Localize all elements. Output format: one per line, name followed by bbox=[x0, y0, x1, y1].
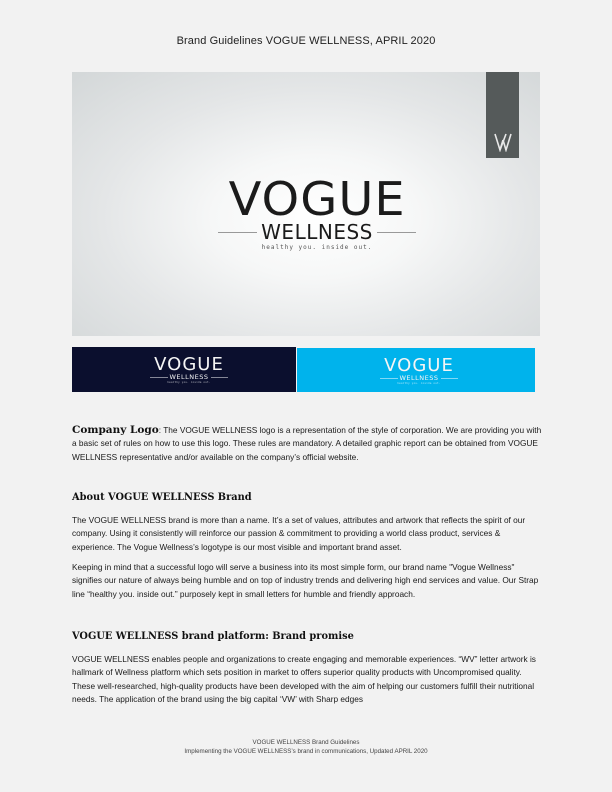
footer-line-1: VOGUE WELLNESS Brand Guidelines bbox=[252, 739, 360, 746]
logo-rule-right bbox=[377, 232, 416, 233]
logo-subword: WELLNESS bbox=[169, 373, 209, 381]
logo-rule-left bbox=[150, 377, 168, 378]
brand-logo bbox=[218, 172, 416, 251]
about-paragraph-1: The VOGUE WELLNESS brand is more than a name. It’s a set of values, attributes and artwork that reflects the spirit of our company. Using it consistently will reinforce our passion & commitment to providing a world class product, services & experience. The Vogue Wellness’s logotype is our most visible and important brand asset. bbox=[72, 515, 526, 552]
logo-tagline: healthy you. inside out. bbox=[397, 381, 441, 385]
w-monogram-icon bbox=[494, 132, 512, 152]
company-logo-text: The VOGUE WELLNESS logo is a representation of the style of corporation. We are providing you with a basic set of rules on how to use this logo. These rules are mandatory. A detailed graphic report can be obtained from VOGUE WELLNESS representative and/or available on the company’s official website. bbox=[72, 425, 542, 462]
about-heading: About VOGUE WELLNESS Brand bbox=[72, 492, 252, 503]
platform-paragraph-1: VOGUE WELLNESS enables people and organizations to create engaging and memorable experiences. “WV” letter artwork is hallmark of Wellness platform which sets position in market to offers superior quality products with Uncompromised quality. These well-researched, high-quality products have been developed with the aim of helping our customers fulfill their nutritional needs. The application of the brand using the big capital ‘VW’ with Sharp edges bbox=[72, 654, 536, 704]
logo-rule-right bbox=[441, 378, 459, 379]
logo-subword-row bbox=[150, 374, 228, 381]
company-logo-heading: Company Logo bbox=[72, 424, 159, 436]
logo-subword: WELLNESS bbox=[399, 374, 439, 382]
logo-panel-cyan bbox=[297, 348, 535, 392]
company-logo-paragraph bbox=[72, 424, 542, 464]
logo-wordmark: VOGUE bbox=[228, 172, 406, 226]
logo-wordmark: VOGUE bbox=[154, 354, 224, 375]
page-header: Brand Guidelines VOGUE WELLNESS, APRIL 2020 bbox=[176, 35, 436, 47]
logo-subword-row bbox=[380, 375, 458, 382]
platform-heading: VOGUE WELLNESS brand platform: Brand promise bbox=[72, 631, 354, 642]
brand-logo-reversed bbox=[380, 357, 458, 385]
logo-tagline: healthy you. inside out. bbox=[261, 244, 373, 251]
logo-rule-right bbox=[211, 377, 229, 378]
logo-rule-left bbox=[218, 232, 257, 233]
logo-wordmark: VOGUE bbox=[384, 355, 454, 376]
heading-separator: : bbox=[158, 425, 164, 435]
logo-subword: WELLNESS bbox=[261, 220, 373, 244]
logo-rule-left bbox=[380, 378, 398, 379]
about-paragraph-2: Keeping in mind that a successful logo will serve a business into its most simple form, our brand name "Vogue Wellness" signifies our nature of always being humble and on top of industry trends and delivering high end services and value. Our Strap line “healthy you. inside out.” purposely kept in small letters for humble and friendly approach. bbox=[72, 562, 539, 599]
logo-panel-navy bbox=[72, 347, 296, 392]
monogram-tab bbox=[486, 72, 519, 158]
brand-logo-reversed bbox=[150, 356, 228, 384]
hero-logo-image bbox=[72, 72, 540, 336]
footer-line-2: Implementing the VOGUE WELLNESS’s brand in communications, Updated APRIL 2020 bbox=[184, 747, 428, 755]
logo-tagline: healthy you. inside out. bbox=[167, 380, 211, 384]
page-footer bbox=[0, 739, 612, 756]
